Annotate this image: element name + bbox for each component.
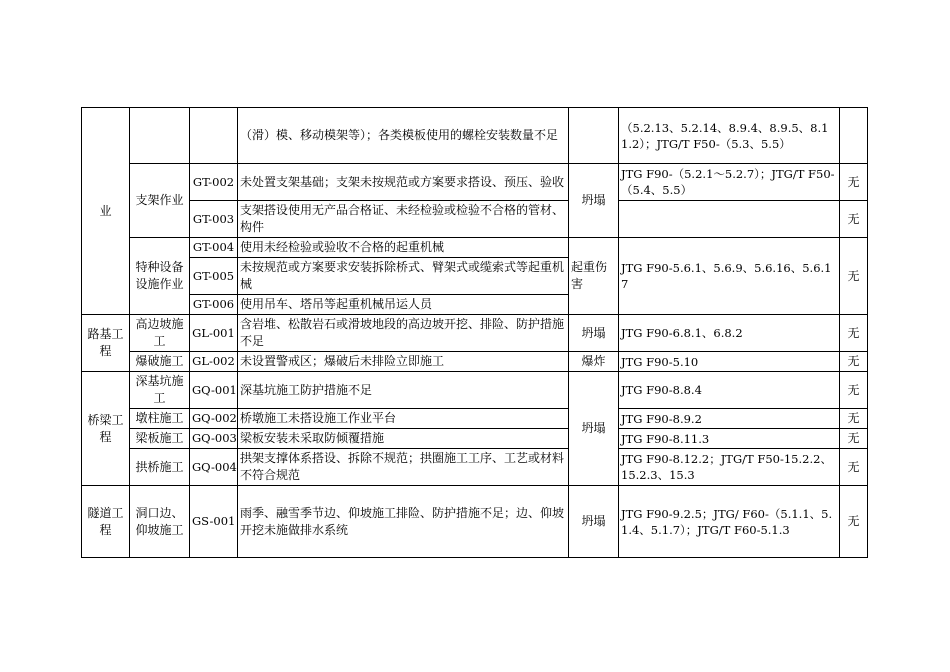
table-row	[82, 449, 868, 486]
work-cell: 深基坑施工	[130, 372, 190, 409]
code-cell: GT-003	[190, 201, 238, 238]
table-row	[82, 372, 868, 409]
content-cell: 未处置支架基础；支架未按规范或方案要求搭设、预压、验收	[238, 164, 569, 201]
content-cell: 梁板安装未采取防倾覆措施	[238, 429, 569, 449]
content-cell: 使用吊车、塔吊等起重机械吊运人员	[238, 295, 569, 315]
table-row	[82, 409, 868, 429]
accident-cell: 坍塌	[569, 315, 619, 352]
code-cell: GT-002	[190, 164, 238, 201]
content-cell: 未设置警戒区；爆破后未排险立即施工	[238, 352, 569, 372]
standard-cell: JTG F90-8.11.3	[619, 429, 840, 449]
accident-cell	[569, 108, 619, 164]
accident-cell: 坍塌	[569, 164, 619, 238]
accident-cell: 坍塌	[569, 486, 619, 558]
content-cell: 雨季、融雪季节边、仰坡施工排险、防护措施不足；边、仰坡开挖未施做排水系统	[238, 486, 569, 558]
code-cell: GL-002	[190, 352, 238, 372]
content-cell: 拱架支撑体系搭设、拆除不规范；拱圈施工工序、工艺或材料不符合规范	[238, 449, 569, 486]
code-cell: GS-001	[190, 486, 238, 558]
work-cell: 支架作业	[130, 164, 190, 238]
code-cell: GT-004	[190, 238, 238, 258]
remark-cell: 无	[840, 429, 868, 449]
remark-cell: 无	[840, 352, 868, 372]
code-cell: GL-001	[190, 315, 238, 352]
work-cell: 高边坡施工	[130, 315, 190, 352]
standard-cell: JTG F90-5.6.1、5.6.9、5.6.16、5.6.17	[619, 238, 840, 315]
standard-cell: （5.2.13、5.2.14、8.9.4、8.9.5、8.11.2）；JTG/T F50-（5.3、5.5）	[619, 108, 840, 164]
work-cell: 爆破施工	[130, 352, 190, 372]
code-cell: GT-006	[190, 295, 238, 315]
code-cell: GQ-002	[190, 409, 238, 429]
content-cell: 深基坑施工防护措施不足	[238, 372, 569, 409]
standard-cell: JTG F90-8.9.2	[619, 409, 840, 429]
content-cell: 含岩堆、松散岩石或滑坡地段的高边坡开挖、排险、防护措施不足	[238, 315, 569, 352]
category-cell: 隧道工程	[82, 486, 130, 558]
work-cell: 拱桥施工	[130, 449, 190, 486]
work-cell: 梁板施工	[130, 429, 190, 449]
content-cell: 未按规范或方案要求安装拆除桥式、臂架式或缆索式等起重机械	[238, 258, 569, 295]
work-cell: 墩柱施工	[130, 409, 190, 429]
code-cell: GQ-003	[190, 429, 238, 449]
code-cell	[190, 108, 238, 164]
table-row	[82, 201, 868, 238]
table-row	[82, 486, 868, 558]
table-row	[82, 238, 868, 258]
content-cell: 支架搭设使用无产品合格证、未经检验或检验不合格的管材、构件	[238, 201, 569, 238]
code-cell: GQ-004	[190, 449, 238, 486]
code-cell: GT-005	[190, 258, 238, 295]
remark-cell: 无	[840, 201, 868, 238]
work-cell: 特种设备设施作业	[130, 238, 190, 315]
table-row	[82, 429, 868, 449]
accident-cell: 坍塌	[569, 372, 619, 486]
standard-cell: JTG F90-（5.2.1～5.2.7）；JTG/T F50-（5.4、5.5）	[619, 164, 840, 201]
standard-cell: JTG F90-9.2.5；JTG/ F60-（5.1.1、5.1.4、5.1.7）；JTG/T F60-5.1.3	[619, 486, 840, 558]
accident-cell: 起重伤害	[569, 238, 619, 315]
table-row	[82, 108, 868, 164]
work-cell	[130, 108, 190, 164]
remark-cell: 无	[840, 164, 868, 201]
category-cell: 路基工程	[82, 315, 130, 372]
remark-cell	[840, 108, 868, 164]
remark-cell: 无	[840, 372, 868, 409]
remark-cell: 无	[840, 315, 868, 352]
category-cell: 桥梁工程	[82, 372, 130, 486]
work-cell: 洞口边、仰坡施工	[130, 486, 190, 558]
content-cell: （滑）模、移动模架等）；各类模板使用的螺栓安装数量不足	[238, 108, 569, 164]
content-cell: 使用未经检验或验收不合格的起重机械	[238, 238, 569, 258]
remark-cell: 无	[840, 486, 868, 558]
hazard-table	[81, 107, 868, 558]
standard-cell	[619, 201, 840, 238]
content-cell: 桥墩施工未搭设施工作业平台	[238, 409, 569, 429]
standard-cell: JTG F90-8.8.4	[619, 372, 840, 409]
standard-cell: JTG F90-5.10	[619, 352, 840, 372]
table-row	[82, 164, 868, 201]
standard-cell: JTG F90-6.8.1、6.8.2	[619, 315, 840, 352]
standard-cell: JTG F90-8.12.2；JTG/T F50-15.2.2、15.2.3、15.3	[619, 449, 840, 486]
code-cell: GQ-001	[190, 372, 238, 409]
remark-cell: 无	[840, 238, 868, 315]
remark-cell: 无	[840, 409, 868, 429]
accident-cell: 爆炸	[569, 352, 619, 372]
remark-cell: 无	[840, 449, 868, 486]
table-row	[82, 352, 868, 372]
category-cell: 业	[82, 108, 130, 315]
table-row	[82, 315, 868, 352]
